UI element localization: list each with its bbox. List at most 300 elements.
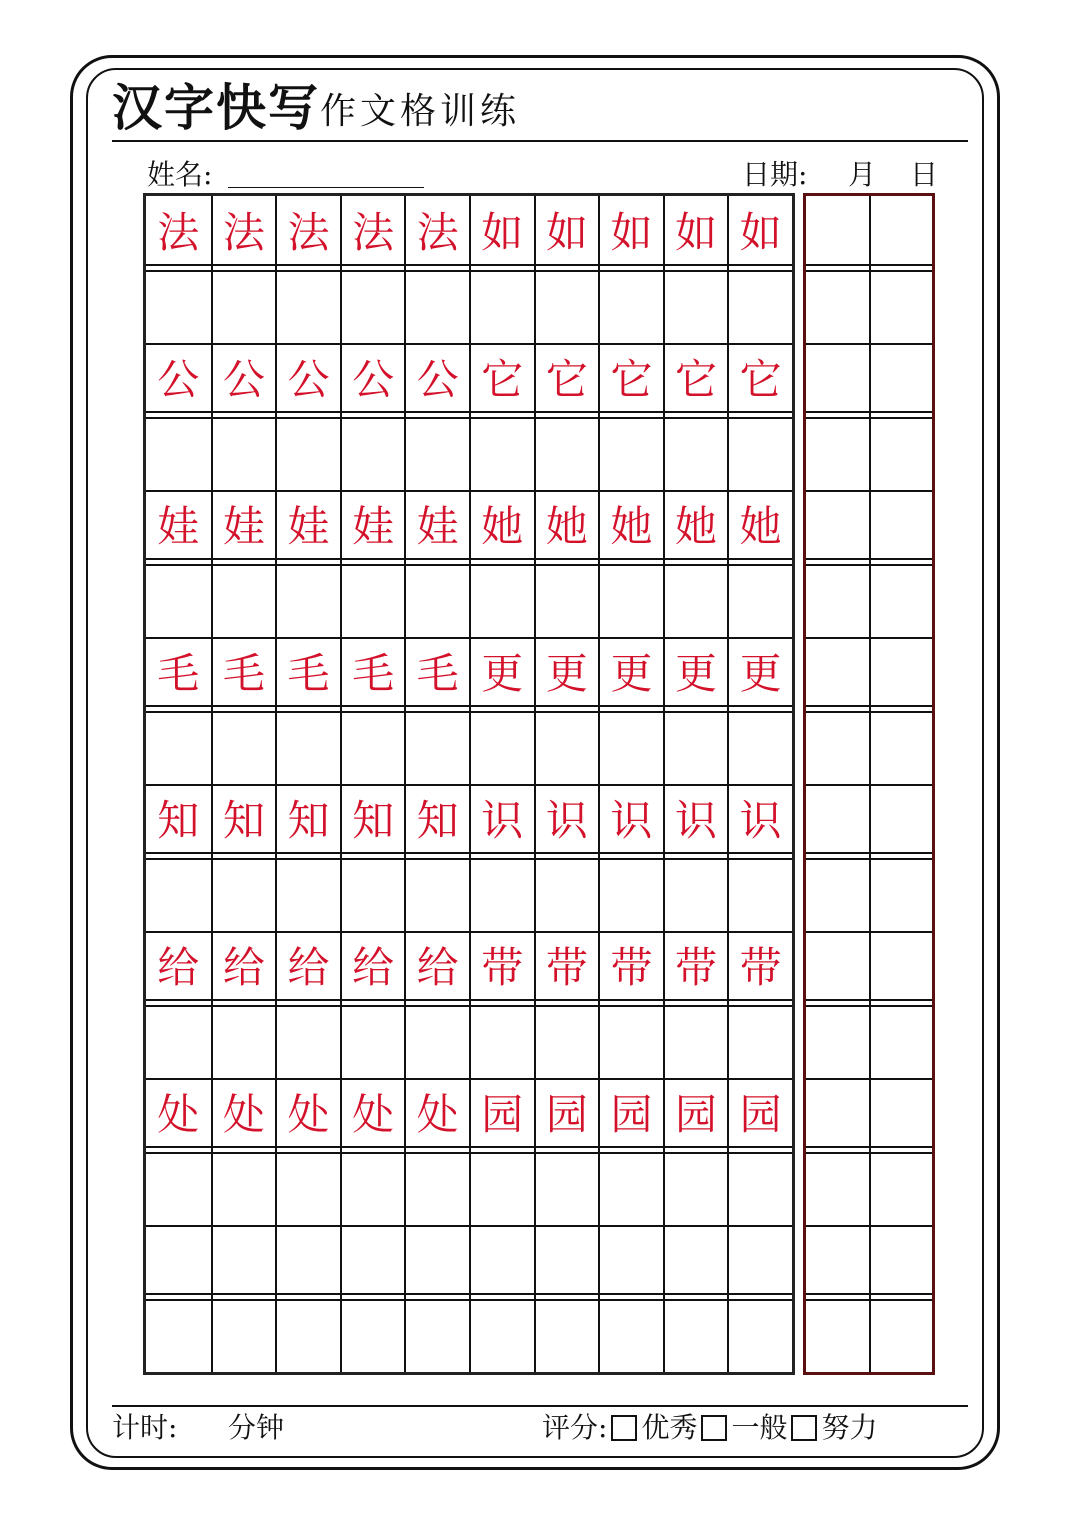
- grid-cell[interactable]: [598, 1005, 663, 1079]
- practice-character: 更: [610, 648, 653, 698]
- side-cell[interactable]: [869, 1225, 932, 1299]
- grid-row: [146, 1299, 792, 1373]
- side-cell[interactable]: [869, 417, 932, 491]
- side-cell[interactable]: [806, 564, 869, 638]
- side-row: [806, 564, 932, 638]
- option-excellent: 优秀: [641, 1411, 698, 1444]
- side-row: [806, 1225, 932, 1299]
- grid-cell[interactable]: [663, 343, 728, 417]
- grid-cell[interactable]: [275, 270, 340, 344]
- grid-cell[interactable]: [469, 784, 534, 858]
- side-cell[interactable]: [806, 931, 869, 1005]
- practice-character: 带: [545, 942, 588, 992]
- side-cell[interactable]: [806, 343, 869, 417]
- grid-cell[interactable]: [340, 1299, 405, 1373]
- option-effort: 努力: [821, 1411, 878, 1444]
- grid-cell[interactable]: [598, 196, 663, 270]
- grid-cell[interactable]: [598, 931, 663, 1005]
- grid-cell[interactable]: [727, 343, 792, 417]
- grid-cell[interactable]: [340, 711, 405, 785]
- grid-cell[interactable]: [340, 1225, 405, 1299]
- grid-cell[interactable]: [727, 931, 792, 1005]
- grid-cell[interactable]: [404, 343, 469, 417]
- grid-cell[interactable]: [469, 270, 534, 344]
- grid-cell[interactable]: [534, 1078, 599, 1152]
- side-cell[interactable]: [869, 1078, 932, 1152]
- grid-cell[interactable]: [146, 1005, 211, 1079]
- grid-cell[interactable]: [727, 637, 792, 711]
- grid-cell[interactable]: [598, 784, 663, 858]
- grid-cell[interactable]: [727, 858, 792, 932]
- row-divider-double: [146, 1146, 792, 1148]
- grid-cell[interactable]: [404, 784, 469, 858]
- practice-character: 公: [416, 354, 459, 404]
- side-row: [806, 343, 932, 417]
- row-divider-double: [146, 852, 792, 854]
- practice-character: 园: [675, 1089, 718, 1139]
- grid-cell[interactable]: [146, 1299, 211, 1373]
- grid-cell[interactable]: [598, 711, 663, 785]
- practice-character: 给: [222, 942, 265, 992]
- practice-character: 识: [545, 795, 588, 845]
- row-divider-double: [146, 999, 792, 1001]
- side-cell[interactable]: [869, 196, 932, 270]
- grid-cell[interactable]: [598, 270, 663, 344]
- grid-cell[interactable]: [275, 343, 340, 417]
- grid-cell[interactable]: [275, 417, 340, 491]
- grid-cell[interactable]: [727, 711, 792, 785]
- practice-character: 知: [416, 795, 459, 845]
- grid-cell[interactable]: [340, 196, 405, 270]
- grid-cell[interactable]: [404, 1299, 469, 1373]
- practice-character: 处: [352, 1089, 395, 1139]
- grid-cell[interactable]: [598, 1299, 663, 1373]
- grid-cell[interactable]: [663, 637, 728, 711]
- practice-character: 园: [610, 1089, 653, 1139]
- grid-cell[interactable]: [598, 1225, 663, 1299]
- grid-cell[interactable]: [727, 1299, 792, 1373]
- practice-character: 识: [739, 795, 782, 845]
- grid-cell[interactable]: [404, 858, 469, 932]
- grid-row: [146, 1225, 792, 1299]
- side-row-divider-double: [806, 558, 932, 560]
- practice-character: 如: [481, 207, 524, 257]
- grid-cell[interactable]: [727, 1225, 792, 1299]
- practice-character: 带: [610, 942, 653, 992]
- grid-cell[interactable]: [275, 1078, 340, 1152]
- side-cell[interactable]: [869, 564, 932, 638]
- grid-cell[interactable]: [727, 564, 792, 638]
- practice-character: 处: [416, 1089, 459, 1139]
- grid-row: [146, 858, 792, 932]
- grid-cell[interactable]: [663, 1152, 728, 1226]
- side-cell[interactable]: [806, 270, 869, 344]
- grid-cell[interactable]: [404, 490, 469, 564]
- grid-cell[interactable]: [534, 1225, 599, 1299]
- side-cell[interactable]: [869, 490, 932, 564]
- practice-character: 娃: [222, 501, 265, 551]
- side-row-divider-double: [806, 411, 932, 413]
- practice-character: 更: [545, 648, 588, 698]
- side-cell[interactable]: [869, 1299, 932, 1373]
- grid-cell[interactable]: [534, 1299, 599, 1373]
- grid-row: [146, 784, 792, 858]
- practice-character: 给: [352, 942, 395, 992]
- checkbox-excellent[interactable]: [611, 1415, 637, 1441]
- side-row-divider: [806, 858, 932, 860]
- practice-character: 她: [675, 501, 718, 551]
- grid-cell[interactable]: [598, 858, 663, 932]
- side-row-divider-double: [806, 264, 932, 266]
- practice-character: 它: [481, 354, 524, 404]
- practice-character: 毛: [222, 648, 265, 698]
- grid-cell[interactable]: [275, 637, 340, 711]
- grid-cell[interactable]: [663, 490, 728, 564]
- grid-cell[interactable]: [663, 784, 728, 858]
- side-cell[interactable]: [806, 196, 869, 270]
- grid-cell[interactable]: [211, 858, 276, 932]
- practice-character: 给: [416, 942, 459, 992]
- row-divider: [146, 1078, 792, 1080]
- grid-cell[interactable]: [469, 1005, 534, 1079]
- side-row-divider: [806, 417, 932, 419]
- side-cell[interactable]: [806, 1225, 869, 1299]
- side-grid: [803, 193, 935, 1375]
- practice-character: 她: [545, 501, 588, 551]
- side-cell[interactable]: [806, 1299, 869, 1373]
- practice-character: 它: [739, 354, 782, 404]
- grid-cell[interactable]: [404, 1078, 469, 1152]
- row-divider: [146, 417, 792, 419]
- side-cell[interactable]: [869, 637, 932, 711]
- grid-row: [146, 490, 792, 564]
- grid-cell[interactable]: [404, 1005, 469, 1079]
- grid-cell[interactable]: [727, 196, 792, 270]
- grid-cell[interactable]: [534, 270, 599, 344]
- grid-cell[interactable]: [469, 931, 534, 1005]
- grid-cell[interactable]: [146, 1078, 211, 1152]
- grid-cell[interactable]: [598, 1152, 663, 1226]
- grid-cell[interactable]: [146, 1225, 211, 1299]
- grid-cell[interactable]: [275, 196, 340, 270]
- grid-cell[interactable]: [727, 1152, 792, 1226]
- practice-character: 娃: [352, 501, 395, 551]
- side-cell[interactable]: [806, 784, 869, 858]
- grid-cell[interactable]: [211, 564, 276, 638]
- side-cell[interactable]: [806, 858, 869, 932]
- grid-cell[interactable]: [727, 490, 792, 564]
- score-label: 评分:: [542, 1411, 608, 1444]
- grid-cell[interactable]: [275, 564, 340, 638]
- grid-cell[interactable]: [146, 270, 211, 344]
- practice-character: 法: [352, 207, 395, 257]
- grid-cell[interactable]: [534, 931, 599, 1005]
- practice-character: 毛: [157, 648, 200, 698]
- grid-cell[interactable]: [211, 270, 276, 344]
- grid-row: [146, 343, 792, 417]
- grid-cell[interactable]: [275, 931, 340, 1005]
- grid-cell[interactable]: [727, 270, 792, 344]
- side-row-divider: [806, 343, 932, 345]
- row-divider: [146, 931, 792, 933]
- grid-cell[interactable]: [534, 490, 599, 564]
- side-cell[interactable]: [869, 1152, 932, 1226]
- grid-cell[interactable]: [211, 1005, 276, 1079]
- practice-character: 带: [739, 942, 782, 992]
- grid-cell[interactable]: [275, 784, 340, 858]
- date-label: 日期:: [742, 158, 808, 191]
- practice-character: 处: [157, 1089, 200, 1139]
- grid-row: [146, 196, 792, 270]
- grid-row: [146, 1152, 792, 1226]
- practice-character: 园: [545, 1089, 588, 1139]
- grid-cell[interactable]: [663, 417, 728, 491]
- grid-cell[interactable]: [275, 711, 340, 785]
- practice-character: 娃: [416, 501, 459, 551]
- grid-cell[interactable]: [211, 784, 276, 858]
- side-row-divider: [806, 1005, 932, 1007]
- grid-cell[interactable]: [663, 858, 728, 932]
- grid-cell[interactable]: [146, 931, 211, 1005]
- name-blank-line: [228, 187, 424, 188]
- grid-row: [146, 931, 792, 1005]
- grid-cell[interactable]: [469, 490, 534, 564]
- practice-character: 带: [675, 942, 718, 992]
- grid-cell[interactable]: [340, 784, 405, 858]
- grid-cell[interactable]: [727, 1005, 792, 1079]
- grid-cell[interactable]: [469, 564, 534, 638]
- grid-row: [146, 564, 792, 638]
- practice-character: 识: [675, 795, 718, 845]
- grid-cell[interactable]: [146, 490, 211, 564]
- side-row: [806, 490, 932, 564]
- side-row: [806, 1152, 932, 1226]
- practice-character: 它: [545, 354, 588, 404]
- grid-cell[interactable]: [275, 858, 340, 932]
- row-divider: [146, 784, 792, 786]
- grid-cell[interactable]: [275, 1152, 340, 1226]
- practice-character: 她: [739, 501, 782, 551]
- grid-cell[interactable]: [275, 1299, 340, 1373]
- side-row: [806, 711, 932, 785]
- grid-cell[interactable]: [663, 1005, 728, 1079]
- row-divider: [146, 1152, 792, 1154]
- grid-cell[interactable]: [404, 270, 469, 344]
- grid-row: [146, 1005, 792, 1079]
- grid-cell[interactable]: [340, 1078, 405, 1152]
- side-cell[interactable]: [869, 931, 932, 1005]
- grid-cell[interactable]: [598, 637, 663, 711]
- practice-character: 如: [675, 207, 718, 257]
- practice-character: 她: [481, 501, 524, 551]
- side-row: [806, 858, 932, 932]
- grid-cell[interactable]: [598, 343, 663, 417]
- grid-cell[interactable]: [340, 931, 405, 1005]
- grid-row: [146, 637, 792, 711]
- grid-cell[interactable]: [146, 858, 211, 932]
- grid-cell[interactable]: [146, 417, 211, 491]
- grid-cell[interactable]: [211, 417, 276, 491]
- grid-cell[interactable]: [727, 1078, 792, 1152]
- grid-cell[interactable]: [534, 1005, 599, 1079]
- grid-cell[interactable]: [663, 564, 728, 638]
- practice-grid: [143, 193, 795, 1375]
- grid-cell[interactable]: [534, 343, 599, 417]
- practice-character: 如: [545, 207, 588, 257]
- grid-cell[interactable]: [469, 343, 534, 417]
- grid-cell[interactable]: [663, 1299, 728, 1373]
- grid-cell[interactable]: [598, 490, 663, 564]
- grid-cell[interactable]: [534, 711, 599, 785]
- grid-cell[interactable]: [469, 637, 534, 711]
- side-cell[interactable]: [806, 1078, 869, 1152]
- grid-cell[interactable]: [146, 564, 211, 638]
- grid-cell[interactable]: [663, 711, 728, 785]
- grid-cell[interactable]: [404, 637, 469, 711]
- grid-cell[interactable]: [146, 784, 211, 858]
- grid-cell[interactable]: [534, 417, 599, 491]
- grid-cell[interactable]: [275, 1225, 340, 1299]
- grid-row: [146, 711, 792, 785]
- grid-cell[interactable]: [340, 417, 405, 491]
- grid-cell[interactable]: [404, 196, 469, 270]
- grid-cell[interactable]: [146, 637, 211, 711]
- side-cell[interactable]: [869, 270, 932, 344]
- grid-cell[interactable]: [469, 196, 534, 270]
- side-cell[interactable]: [869, 1005, 932, 1079]
- side-cell[interactable]: [869, 343, 932, 417]
- grid-cell[interactable]: [469, 1152, 534, 1226]
- grid-cell[interactable]: [727, 784, 792, 858]
- grid-cell[interactable]: [404, 711, 469, 785]
- grid-cell[interactable]: [534, 637, 599, 711]
- grid-cell[interactable]: [340, 343, 405, 417]
- grid-cell[interactable]: [211, 637, 276, 711]
- grid-cell[interactable]: [211, 343, 276, 417]
- grid-cell[interactable]: [534, 784, 599, 858]
- grid-cell[interactable]: [534, 196, 599, 270]
- side-row-divider-double: [806, 1293, 932, 1295]
- grid-cell[interactable]: [146, 1152, 211, 1226]
- side-row-divider: [806, 1225, 932, 1227]
- grid-cell[interactable]: [211, 490, 276, 564]
- grid-cell[interactable]: [663, 1078, 728, 1152]
- side-cell[interactable]: [806, 637, 869, 711]
- grid-cell[interactable]: [598, 564, 663, 638]
- grid-cell[interactable]: [340, 564, 405, 638]
- grid-cell[interactable]: [146, 711, 211, 785]
- side-cell[interactable]: [806, 417, 869, 491]
- grid-cell[interactable]: [534, 858, 599, 932]
- side-row-divider-double: [806, 1146, 932, 1148]
- grid-cell[interactable]: [275, 1005, 340, 1079]
- side-cell[interactable]: [806, 1005, 869, 1079]
- checkbox-effort[interactable]: [791, 1415, 817, 1441]
- grid-cell[interactable]: [211, 1299, 276, 1373]
- month-label: 月: [848, 158, 877, 191]
- grid-cell[interactable]: [404, 564, 469, 638]
- side-row-divider-double: [806, 999, 932, 1001]
- grid-cell[interactable]: [534, 1152, 599, 1226]
- side-cell[interactable]: [869, 711, 932, 785]
- side-cell[interactable]: [806, 1152, 869, 1226]
- grid-cell[interactable]: [340, 490, 405, 564]
- side-cell[interactable]: [869, 858, 932, 932]
- grid-cell[interactable]: [469, 711, 534, 785]
- grid-cell[interactable]: [211, 1152, 276, 1226]
- grid-cell[interactable]: [340, 1005, 405, 1079]
- grid-cell[interactable]: [211, 196, 276, 270]
- grid-cell[interactable]: [146, 343, 211, 417]
- grid-cell[interactable]: [469, 1299, 534, 1373]
- row-divider: [146, 1005, 792, 1007]
- practice-character: 公: [157, 354, 200, 404]
- practice-character: 法: [287, 207, 330, 257]
- row-divider: [146, 1299, 792, 1301]
- grid-cell[interactable]: [404, 417, 469, 491]
- minutes-label: 分钟: [228, 1411, 285, 1444]
- side-row-divider: [806, 711, 932, 713]
- grid-cell[interactable]: [534, 564, 599, 638]
- practice-character: 给: [157, 942, 200, 992]
- practice-character: 公: [287, 354, 330, 404]
- side-cell[interactable]: [806, 490, 869, 564]
- grid-cell[interactable]: [404, 1152, 469, 1226]
- grid-cell[interactable]: [469, 858, 534, 932]
- grid-cell[interactable]: [211, 1078, 276, 1152]
- grid-cell[interactable]: [404, 931, 469, 1005]
- side-row: [806, 637, 932, 711]
- grid-cell[interactable]: [340, 270, 405, 344]
- grid-cell[interactable]: [663, 196, 728, 270]
- grid-cell[interactable]: [598, 417, 663, 491]
- grid-cell[interactable]: [663, 1225, 728, 1299]
- grid-cell[interactable]: [340, 637, 405, 711]
- side-cell[interactable]: [869, 784, 932, 858]
- practice-character: 更: [481, 648, 524, 698]
- grid-cell[interactable]: [211, 711, 276, 785]
- side-row: [806, 417, 932, 491]
- practice-character: 它: [675, 354, 718, 404]
- grid-cell[interactable]: [211, 1225, 276, 1299]
- practice-character: 处: [287, 1089, 330, 1139]
- grid-cell[interactable]: [663, 270, 728, 344]
- grid-cell[interactable]: [340, 858, 405, 932]
- grid-cell[interactable]: [663, 931, 728, 1005]
- grid-cell[interactable]: [146, 196, 211, 270]
- grid-cell[interactable]: [469, 1225, 534, 1299]
- side-row: [806, 1005, 932, 1079]
- practice-character: 法: [416, 207, 459, 257]
- name-label: 姓名:: [147, 158, 213, 191]
- grid-cell[interactable]: [275, 490, 340, 564]
- grid-cell[interactable]: [211, 931, 276, 1005]
- grid-cell[interactable]: [598, 1078, 663, 1152]
- grid-cell[interactable]: [469, 417, 534, 491]
- checkbox-average[interactable]: [701, 1415, 727, 1441]
- grid-cell[interactable]: [340, 1152, 405, 1226]
- row-divider-double: [146, 558, 792, 560]
- header-rule: [112, 140, 968, 142]
- practice-character: 公: [352, 354, 395, 404]
- row-divider: [146, 637, 792, 639]
- grid-cell[interactable]: [469, 1078, 534, 1152]
- side-row-divider-double: [806, 852, 932, 854]
- grid-cell[interactable]: [727, 417, 792, 491]
- practice-character: 园: [481, 1089, 524, 1139]
- grid-cell[interactable]: [404, 1225, 469, 1299]
- side-cell[interactable]: [806, 711, 869, 785]
